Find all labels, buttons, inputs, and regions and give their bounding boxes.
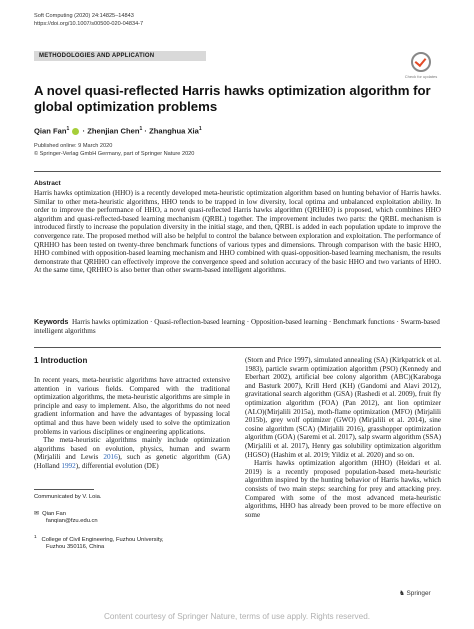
affiliation-line: College of Civil Engineering, Fuzhou University,: [41, 536, 164, 543]
author-name[interactable]: Qian Fan: [34, 126, 67, 136]
springer-logo-icon: ♞: [399, 590, 405, 597]
paragraph: In recent years, meta-heuristic algorithms have attracted extensive attention in various fields. Compared with the traditional optimization algorithms, the meta-heuristic algorithms are simple in principle and easy to implement. Also, the algorithms do not need gradient information and have the advantages of bypassing local optimal and thus have been widely used to solve the optimization problems in various disciplines or engineering applications.: [34, 376, 230, 436]
author-name[interactable]: Zhanghua Xia: [149, 126, 199, 136]
author-name[interactable]: Zhenjian Chen: [87, 126, 140, 136]
courtesy-notice: Content courtesy of Springer Nature, terms of use apply. Rights reserved.: [103, 612, 371, 621]
keywords-block: [34, 318, 441, 335]
citation-link[interactable]: 2016: [103, 453, 118, 462]
paragraph: The meta-heuristic algorithms mainly include optimization algorithms based on evolution, physics, human and swarm (Mirjalili and Lewis 2016), such as genetic algorithm (GA) (Holland 1992), differential evolution (DE): [34, 436, 231, 470]
journal-header: [34, 12, 143, 28]
section-label: METHODOLOGIES AND APPLICATION: [34, 51, 206, 61]
right-column: [245, 356, 441, 519]
publication-info: [34, 142, 194, 158]
author-affil-sup: 1: [66, 126, 70, 132]
affil-number: 1: [34, 535, 37, 540]
orcid-icon[interactable]: [72, 128, 79, 135]
paragraph: (Storn and Price 1997), simulated annealing (SA) (Kirkpatrick et al. 1983), particle swarm optimization algorithm (PSO) (Kennedy and Eberhart 2002), artificial bee colony algorithm (ABC)(Karaboga and Basturk 2007), Krill Herd (KH) (Gandomi and Alavi 2012), gravitational search algorithm (GSA) (Rashedi et al. 2009), fruit fly optimization algorithm (FOA) (Pan 2012), ant lion optimizer (ALO)(Mirjalili 2015a), moth-flame optimization (MFO) (Mirjalili 2015b), grey wolf optimizer (GWO) (Mirjalili et al. 2014), sine cosine algorithm (SCA) (Mirjalili 2016), grasshopper optimization algorithm (GOA) (Saremi et al. 2017), salp swarm algorithm (SSA) (Mirjalili et al. 2017), Henry gas solubility optimization algorithm (HGSO) (Hashim et al. 2019; Yildiz et al. 2020) and so on.: [245, 356, 441, 459]
publisher-mark: [399, 589, 431, 597]
left-column: [34, 356, 230, 471]
paragraph: Harris hawks optimization algorithm (HHO) (Heidari et al. 2019) is a recently proposed population-based meta-heuristic algorithm inspired by the hunting behavior of Harris hawks, which consists of two main steps: searching for prey and attacking prey. Compared with some of the most advanced meta-heuristic algorithms, HHO has already been proved to be more effective on some: [245, 459, 441, 519]
journal-citation: Soft Computing (2020) 24:14825–14843: [34, 13, 134, 19]
divider: [34, 347, 441, 348]
divider: [34, 171, 441, 172]
keywords-list: Harris hawks optimization · Quasi-reflection-based learning · Opposition-based learning · Benchmark functions · Swarm-based intelligent algorithms: [34, 318, 440, 335]
author-name: Qian Fan: [42, 511, 66, 517]
abstract-text: Harris hawks optimization (HHO) is a recently developed meta-heuristic optimization algorithm based on hunting behavior of Harris hawks. Similar to other meta-heuristic algorithms, HHO tends to be trapped in low diversity, local optima and unbalanced exploitation ability. In order to improve the performance of HHO, a novel quasi-reflected Harris hawks algorithm (QRHHO) is proposed, which combines HHO algorithm and quasi-reflected-based learning mechanism (QRBL) together. The improvement includes two parts: the QRBL mechanism is introduced firstly to increase the population diversity in the initial stage, and then, QRBL is added in each population update to improve the convergence rate. The proposed method will also be helpful to control the balance between exploration and exploitation. The performance of QRHHO has been tested on twenty-three benchmark functions of various types and dimensions. Through comparison with the basic HHO, HHO combined with opposition-based learning mechanism and HHO combined with quasi-opposition-based learning mechanism, the results demonstrate that QRHHO can effectively improve the convergence speed and solution accuracy of the basic HHO and two variants of HHO. At the same time, QRHHO is also better than other swarm-based intelligent algorithms.: [34, 189, 441, 275]
section-heading-introduction: 1 Introduction: [34, 356, 88, 365]
affiliation-line: Fuzhou 350116, China: [46, 544, 105, 551]
publisher-name: Springer: [406, 590, 431, 597]
copyright-line: © Springer-Verlag GmbH Germany, part of Springer Nature 2020: [34, 151, 195, 157]
check-for-updates-badge[interactable]: [404, 52, 438, 86]
author-email[interactable]: fanqian@fzu.edu.cn: [46, 518, 98, 525]
abstract-heading: Abstract: [34, 180, 61, 187]
check-icon: [411, 52, 431, 72]
author-affil-sup: 1: [198, 126, 202, 132]
paper-title: A novel quasi-reflected Harris hawks optimization algorithm for global optimization problems: [34, 83, 431, 114]
communicated-by: Communicated by V. Loia.: [34, 494, 102, 500]
author-affil-sup: 1: [139, 126, 143, 132]
author-list: Qian Fan$^1$ · Zhenjian Chen$^1$ · Zhanghua Xia$^1$: [34, 126, 202, 136]
corresponding-author: [34, 511, 230, 525]
footnote-divider: [34, 489, 94, 490]
keywords-label: Keywords: [34, 317, 69, 326]
badge-label: Check for updates: [404, 74, 438, 79]
mail-icon: ✉: [34, 511, 39, 517]
affiliation: [34, 534, 230, 551]
doi-link[interactable]: https://doi.org/10.1007/s00500-020-04834-7: [34, 21, 144, 27]
citation-link[interactable]: 1992: [61, 461, 76, 470]
published-online-date: Published online: 9 March 2020: [34, 143, 113, 149]
